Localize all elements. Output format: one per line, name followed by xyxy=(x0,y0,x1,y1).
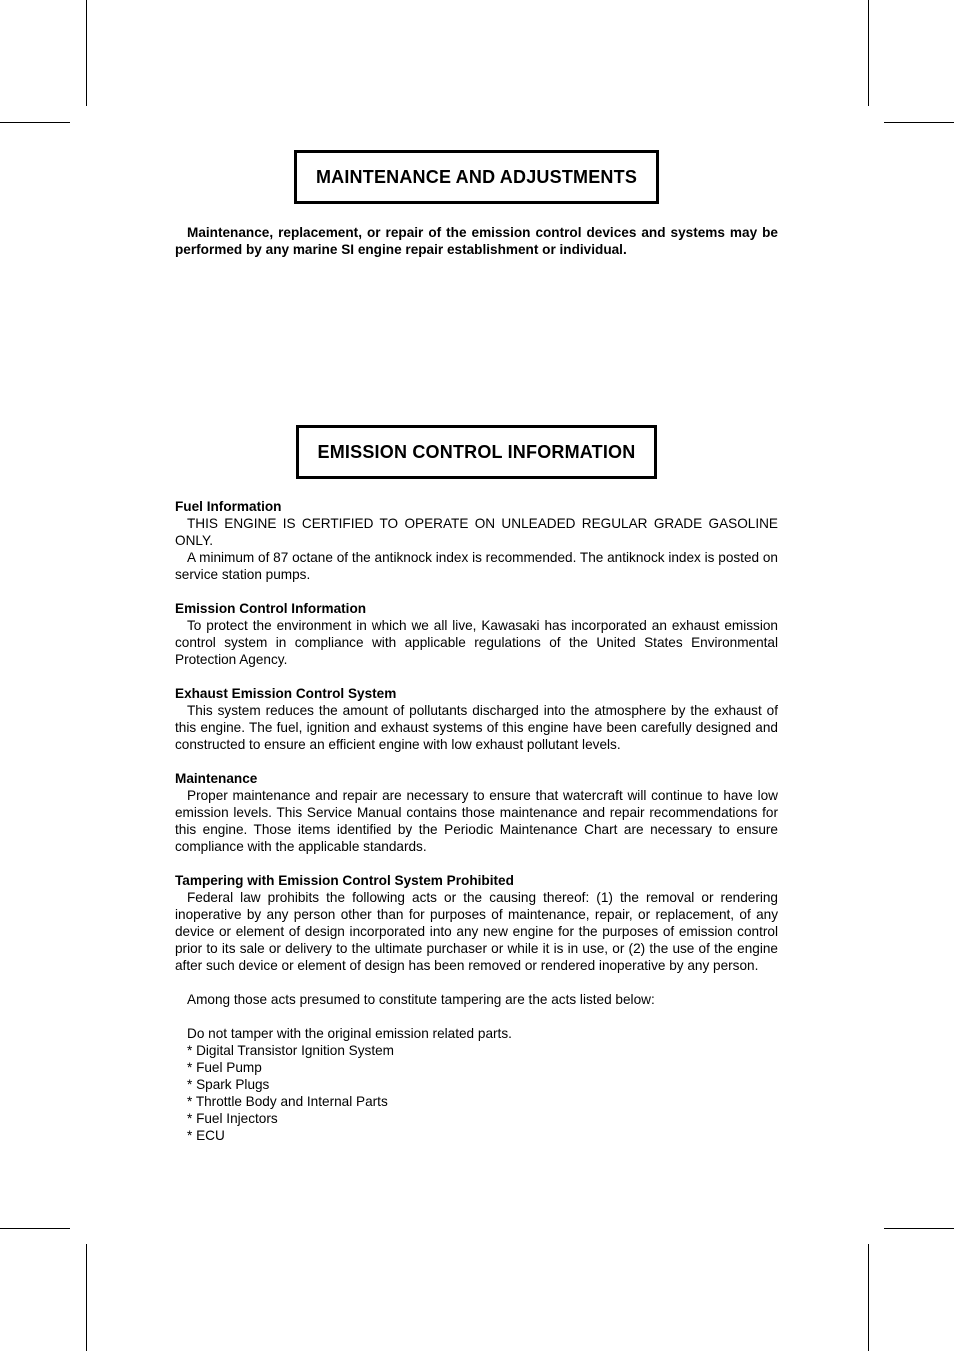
section-title: Fuel Information xyxy=(175,499,282,514)
section-tampering-prohibited xyxy=(175,872,778,974)
emission-heading-text: EMISSION CONTROL INFORMATION xyxy=(317,441,636,462)
list-item: * Fuel Pump xyxy=(187,1060,262,1075)
crop-mark xyxy=(884,122,954,123)
section-emission-control-information xyxy=(175,600,778,668)
emission-body xyxy=(175,498,778,1144)
list-item: * Digital Transistor Ignition System xyxy=(187,1043,395,1058)
list-item: * Spark Plugs xyxy=(187,1077,270,1092)
section-title: Exhaust Emission Control System xyxy=(175,686,397,701)
tampering-parts-list xyxy=(175,1042,778,1144)
section-title: Tampering with Emission Control System Prohibited xyxy=(175,873,514,888)
section-paragraph: Proper maintenance and repair are necessary to ensure that watercraft will continue to have low emission levels. This Service Manual contains those maintenance and repair recommendations for this engine. Those items identified by the Periodic Maintenance Chart are necessary to ensure compliance with the applicable standards. xyxy=(175,788,778,854)
crop-mark xyxy=(86,0,87,106)
list-item: * Fuel Injectors xyxy=(187,1111,278,1126)
crop-mark xyxy=(86,1244,87,1351)
section-paragraph: Federal law prohibits the following acts or the causing thereof: (1) the removal or rendering inoperative by any person other than for purposes of maintenance, repair, or replacement, of any device or element of design incorporated into any new engine for the purposes of emission control prior to its sale or delivery to the ultimate purchaser or while it is in use, or (2) the use of the engine after such device or element of design has been removed or rendered inoperative by any person. xyxy=(175,890,778,973)
section-title: Emission Control Information xyxy=(175,601,367,616)
intro-paragraph: Maintenance, replacement, or repair of the emission control devices and systems may be performed by any marine SI engine repair establishment or individual. xyxy=(175,225,778,257)
crop-mark xyxy=(0,1228,70,1229)
crop-mark xyxy=(0,122,70,123)
section-paragraph: This system reduces the amount of pollutants discharged into the atmosphere by the exhaust of this engine. The fuel, ignition and exhaust systems of this engine have been carefully designed and constructed to ensure an efficient engine with low exhaust pollutant levels. xyxy=(175,703,778,752)
section-maintenance xyxy=(175,770,778,855)
crop-mark xyxy=(868,1244,869,1351)
crop-mark xyxy=(868,0,869,106)
maintenance-heading xyxy=(294,150,659,204)
list-item: * ECU xyxy=(187,1128,225,1143)
tampering-parts-intro: Do not tamper with the original emission related parts. xyxy=(187,1026,512,1041)
emission-heading xyxy=(296,425,657,479)
section-paragraph: To protect the environment in which we all live, Kawasaki has incorporated an exhaust emission control system in compliance with applicable regulations of the United States Environmental Protection Agency. xyxy=(175,618,778,667)
maintenance-heading-text: MAINTENANCE AND ADJUSTMENTS xyxy=(315,166,638,187)
section-exhaust-emission-control-system xyxy=(175,685,778,753)
section-paragraph: THIS ENGINE IS CERTIFIED TO OPERATE ON UNLEADED REGULAR GRADE GASOLINE ONLY. xyxy=(175,516,778,548)
section-title: Maintenance xyxy=(175,771,258,786)
section-fuel-information xyxy=(175,498,778,583)
section-paragraph: A minimum of 87 octane of the antiknock index is recommended. The antiknock index is posted on service station pumps. xyxy=(175,550,778,582)
intro-block xyxy=(175,224,778,258)
list-item: * Throttle Body and Internal Parts xyxy=(187,1094,388,1109)
crop-mark xyxy=(884,1228,954,1229)
tampering-acts-intro: Among those acts presumed to constitute tampering are the acts listed below: xyxy=(187,992,655,1007)
